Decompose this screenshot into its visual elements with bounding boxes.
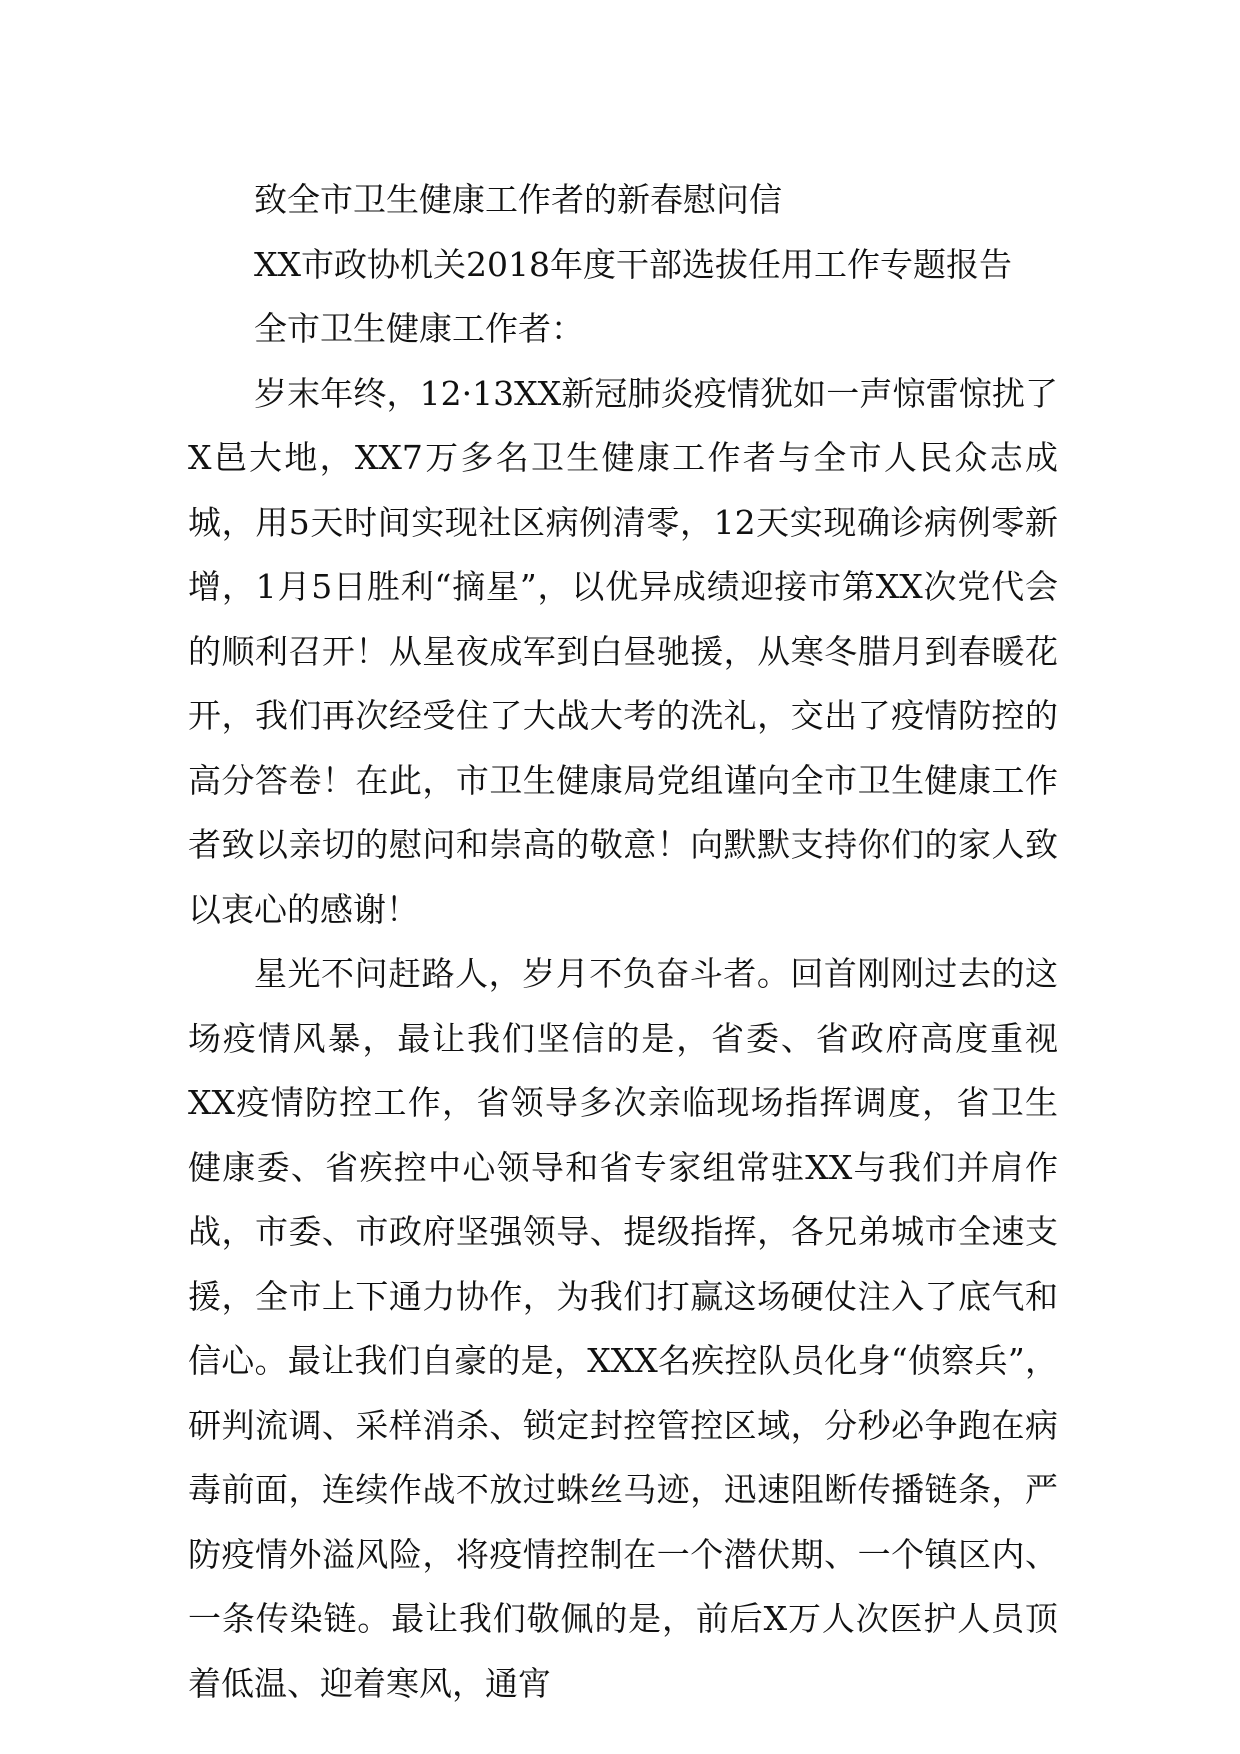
document-title: 致全市卫生健康工作者的新春慰问信 [254, 180, 782, 219]
body-paragraph: 岁末年终，12·13XX新冠肺炎疫情犹如一声惊雷惊扰了X邑大地，XX7万多名卫生健康工作者与全市人民众志成城，用5天时间实现社区病例清零，12天实现确诊病例零新增，1月5日胜利“摘星”，以优异成绩迎接市第XX次党代会的顺利召开！从星夜成军到白昼驰援，从寒冬腊月到春暖花开，我们再次经受住了大战大考的洗礼，交出了疫情防控的高分答卷！在此，市卫生健康局党组谨向全市卫生健康工作者致以亲切的慰问和崇高的敬意！向默默支持你们的家人致以衷心的感谢！ [188, 373, 1058, 929]
salutation: 全市卫生健康工作者： [254, 309, 584, 348]
document-subtitle: XX市政协机关2018年度干部选拔任用工作专题报告 [254, 244, 1012, 284]
body-paragraph: 星光不问赶路人，岁月不负奋斗者。回首刚刚过去的这场疫情风暴，最让我们坚信的是，省委、省政府高度重视XX疫情防控工作，省领导多次亲临现场指挥调度，省卫生健康委、省疾控中心领导和省专家组常驻XX与我们并肩作战，市委、市政府坚强领导、提级指挥，各兄弟城市全速支援，全市上下通力协作，为我们打赢这场硬仗注入了底气和信心。最让我们自豪的是，XXX名疾控队员化身“侦察兵”，研判流调、采样消杀、锁定封控管控区域，分秒必争跑在病毒前面，连续作战不放过蛛丝马迹，迅速阻断传播链条，严防疫情外溢风险，将疫情控制在一个潜伏期、一个镇区内、一条传染链。最让我们敬佩的是，前后X万人次医护人员顶着低温、迎着寒风，通宵 [188, 954, 1058, 1703]
document-body [188, 168, 1058, 1716]
